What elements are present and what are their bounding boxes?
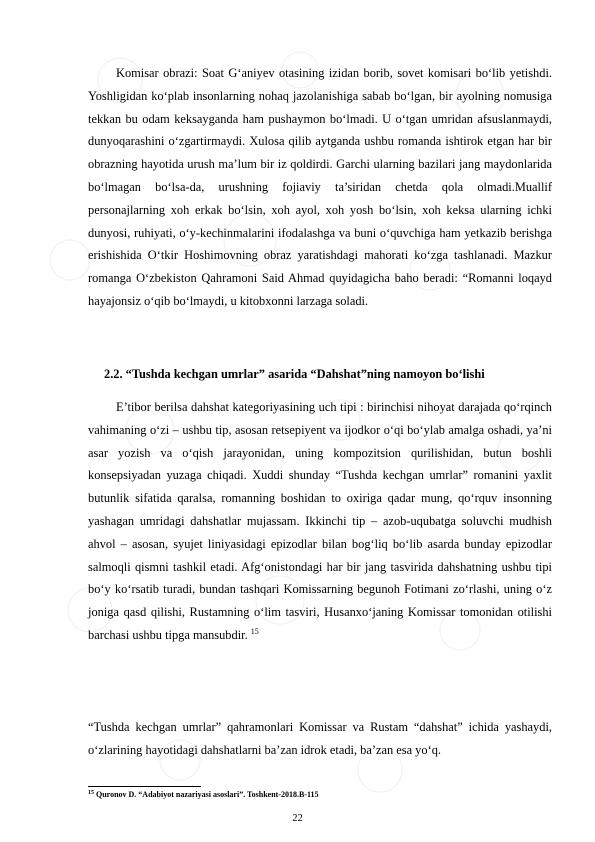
footnote-reference: 15 [250,626,259,636]
paragraph-dahshat-types [88,396,552,647]
section-heading: 2.2. “Tushda kechgan umrlar” asarida “Dahshat”ning namoyon bo‘lishi [104,367,485,381]
footnote [88,789,319,800]
paragraph-komissar [88,62,552,313]
page-number: 22 [292,813,303,824]
paragraph-text: “Tushda kechgan umrlar” qahramonlari Komissar va Rustam “dahshat” ichida yashaydi, o‘zlarining hayotidagi dahshatlarni ba’zan idrok etadi, ba’zan esa yo‘q. [88,720,552,757]
paragraph-text [88,396,552,647]
footnote-marker: 15 [88,790,94,796]
footnote-divider [88,786,201,787]
paragraph-body: E’tibor berilsa dahshat kategoriyasining uch tipi : birinchisi nihoyat darajada qo‘rqinch vahimaning o‘zi – ushbu tip, asosan retsepiyent va ijodkor o‘qi bo‘ylab amalga oshadi, ya’ni asar yozish va o‘qish jarayonidan, uning kompozitsion qurilishidan, butun boshli konsepsiyadan yuzaga chiqadi. Xuddi shunday “Tushda kechgan umrlar” romanini yaxlit butunlik sifatida qaralsa, romanning boshidan to oxiriga qadar mung, qo‘rquv insonning yashagan umridagi dahshatlar mujassam. Ikkinchi tip – azob-uqubatga soluvchi mudhish ahvol – asosan, syujet liniyasidagi epizodlar bilan bog‘liq bo‘lib asarda bunday epizodlar salmoqli qismni tashkil etadi. Afg‘onistondagi har bir jang tasvirida dahshatning ushbu tipi bo‘y ko‘rsatib turadi, bundan tashqari Komissarning begunoh Fotimani zo‘rlashi, uning o‘z joniga qasd qilishi, Rustamning o‘lim tasviri, Husanxo‘janing Komissar tomonidan otilishi barchasi ushbu tipga mansubdir. [88,400,552,642]
paragraph-heroes [88,716,552,762]
footnote-text: Quronov D. “Adabiyot nazariyasi asoslari”. Toshkent-2018.B-115 [94,790,319,799]
paragraph-text: Komisar obrazi: Soat G‘aniyev otasining izidan borib, sovet komisari bo‘lib yetishdi. Yoshligidan ko‘plab insonlarning nohaq jazolanishiga sabab bo‘lgan, bir ayolning nomusiga tekkan bu odam keksayganda ham pushaymon bo‘lmadi. U o‘tgan umridan afsuslanmaydi, dunyoqarashini o‘zgartirmaydi. Xulosa qilib aytganda ushbu romanda ishtirok etgan har bir obrazning hayotida urush ma’lum bir iz qoldirdi. Garchi ularning bazilari jang maydonlarida bo‘lmagan bo‘lsa-da, urushning fojiaviy ta’siridan chetda qola olmadi.Muallif personajlarning xoh erkak bo‘lsin, xoh ayol, xoh yosh bo‘lsin, xoh keksa ularning ichki dunyosi, ruhiyati, o‘y-kechinmalarini ifodalashga va buni o‘quvchiga ham yetkazib berishga erishishida O‘tkir Hoshimovning obraz yaratishdagi mahorati ko‘zga tashlanadi. Mazkur romanga O‘zbekiston Qahramoni Said Ahmad quyidagicha baho beradi: “Romanni loqayd hayajonsiz o‘qib bo‘lmaydi, u kitobxonni larzaga soladi. [88,66,552,308]
